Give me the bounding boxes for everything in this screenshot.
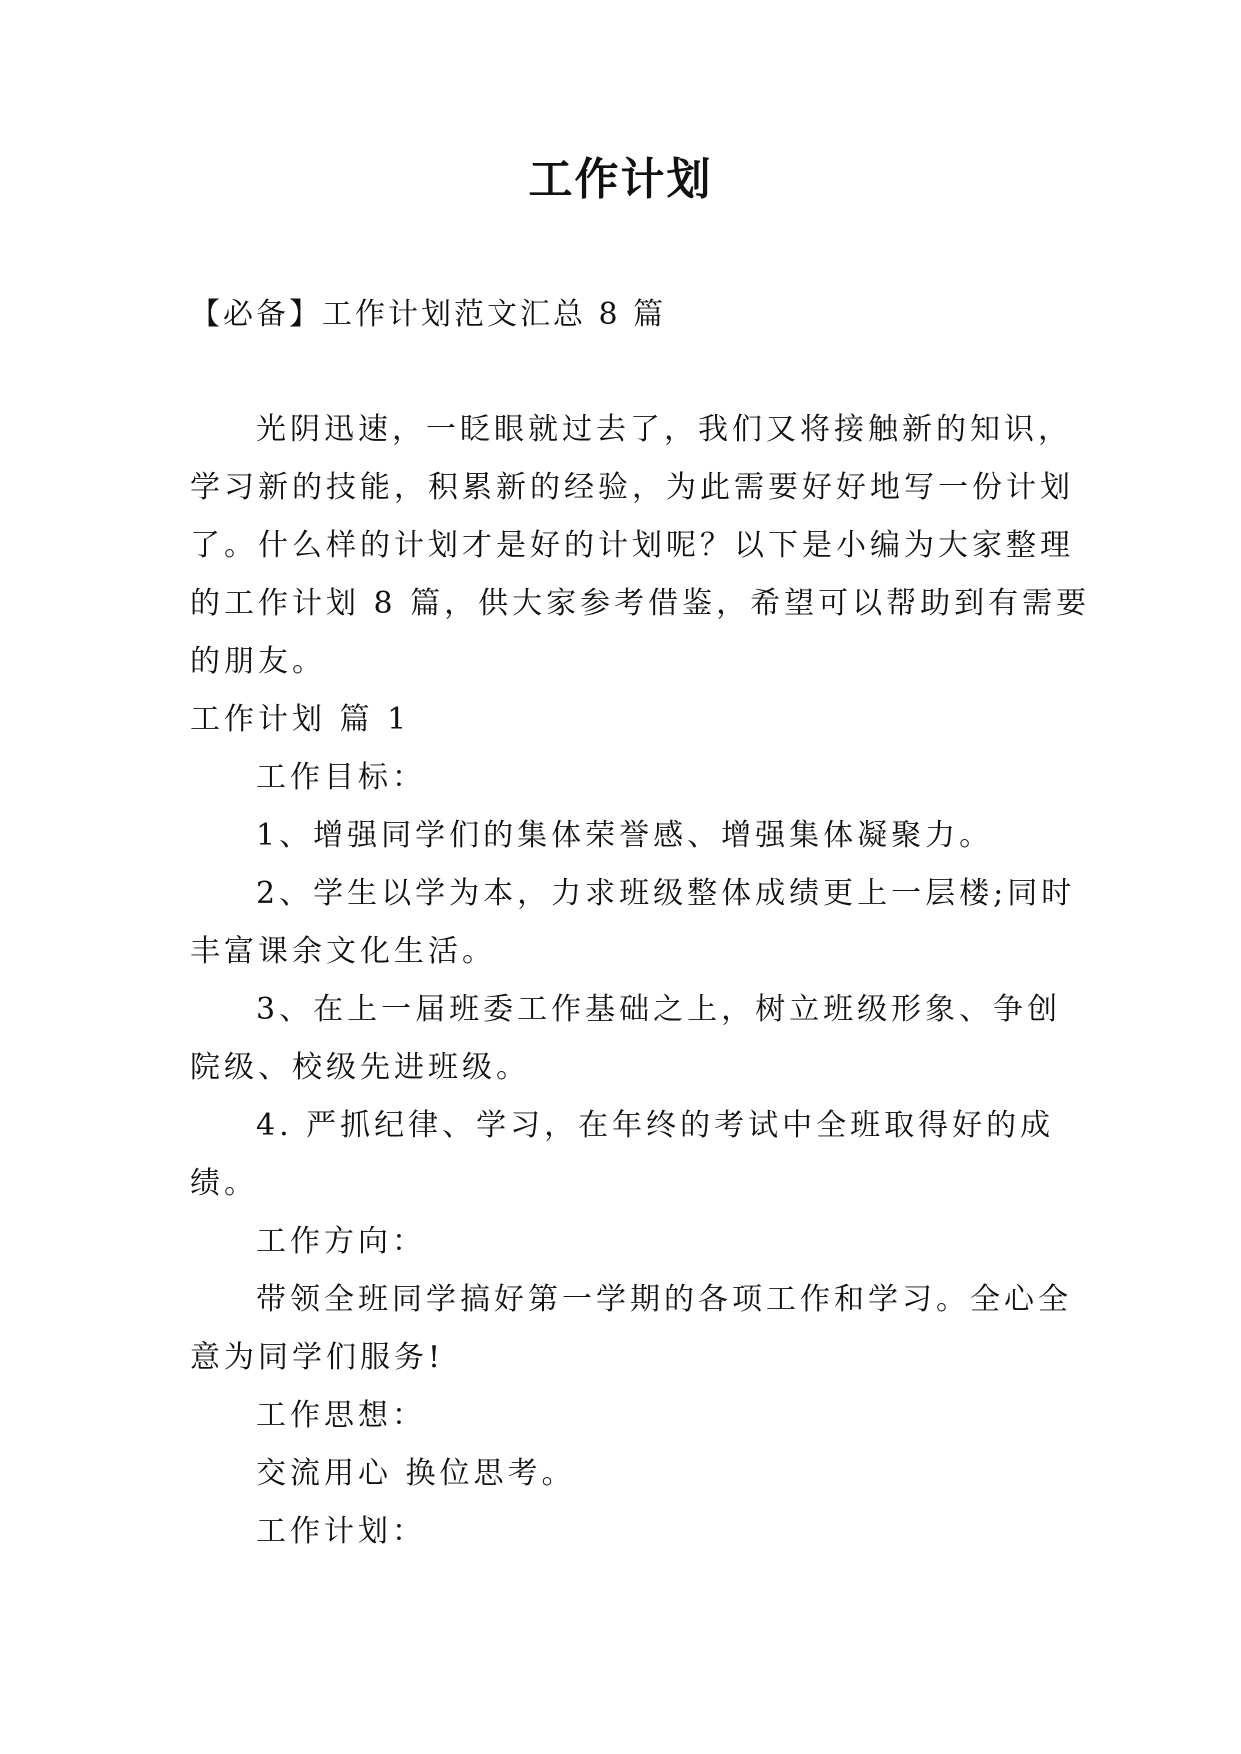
goal-item-2: 2、学生以学为本，力求班级整体成绩更上一层楼;同时 xyxy=(256,876,1076,911)
goal-item-1: 1、增强同学们的集体荣誉感、增强集体凝聚力。 xyxy=(256,818,994,853)
goal-item-3: 3、在上一届班委工作基础之上，树立班级形象、争创 xyxy=(256,992,1062,1027)
intro-line-5: 的朋友。 xyxy=(190,644,326,679)
document-title: 工作计划 xyxy=(528,154,713,205)
goal-item-2-cont: 丰富课余文化生活。 xyxy=(190,934,496,969)
goal-item-4: 4. 严抓纪律、学习，在年终的考试中全班取得好的成 xyxy=(256,1108,1055,1143)
goal-heading: 工作目标： xyxy=(256,760,426,795)
direction-text: 带领全班同学搞好第一学期的各项工作和学习。全心全 xyxy=(256,1282,1072,1317)
thought-heading: 工作思想： xyxy=(256,1398,426,1433)
goal-item-4-cont: 绩。 xyxy=(190,1166,258,1201)
intro-line-2: 学习新的技能，积累新的经验，为此需要好好地写一份计划 xyxy=(190,470,1074,505)
goal-item-3-cont: 院级、校级先进班级。 xyxy=(190,1050,530,1085)
intro-line-1: 光阴迅速，一眨眼就过去了，我们又将接触新的知识， xyxy=(256,412,1072,447)
thought-text: 交流用心 换位思考。 xyxy=(256,1456,576,1491)
intro-line-3: 了。什么样的计划才是好的计划呢？以下是小编为大家整理 xyxy=(190,528,1074,563)
plan-heading: 工作计划： xyxy=(256,1514,426,1549)
document-subtitle: 【必备】工作计划范文汇总 8 篇 xyxy=(190,297,667,332)
direction-heading: 工作方向： xyxy=(256,1224,426,1259)
direction-text-cont: 意为同学们服务! xyxy=(190,1340,445,1375)
intro-line-4: 的工作计划 8 篇，供大家参考借鉴，希望可以帮助到有需要 xyxy=(190,586,1091,621)
section-heading: 工作计划 篇 1 xyxy=(190,702,411,737)
